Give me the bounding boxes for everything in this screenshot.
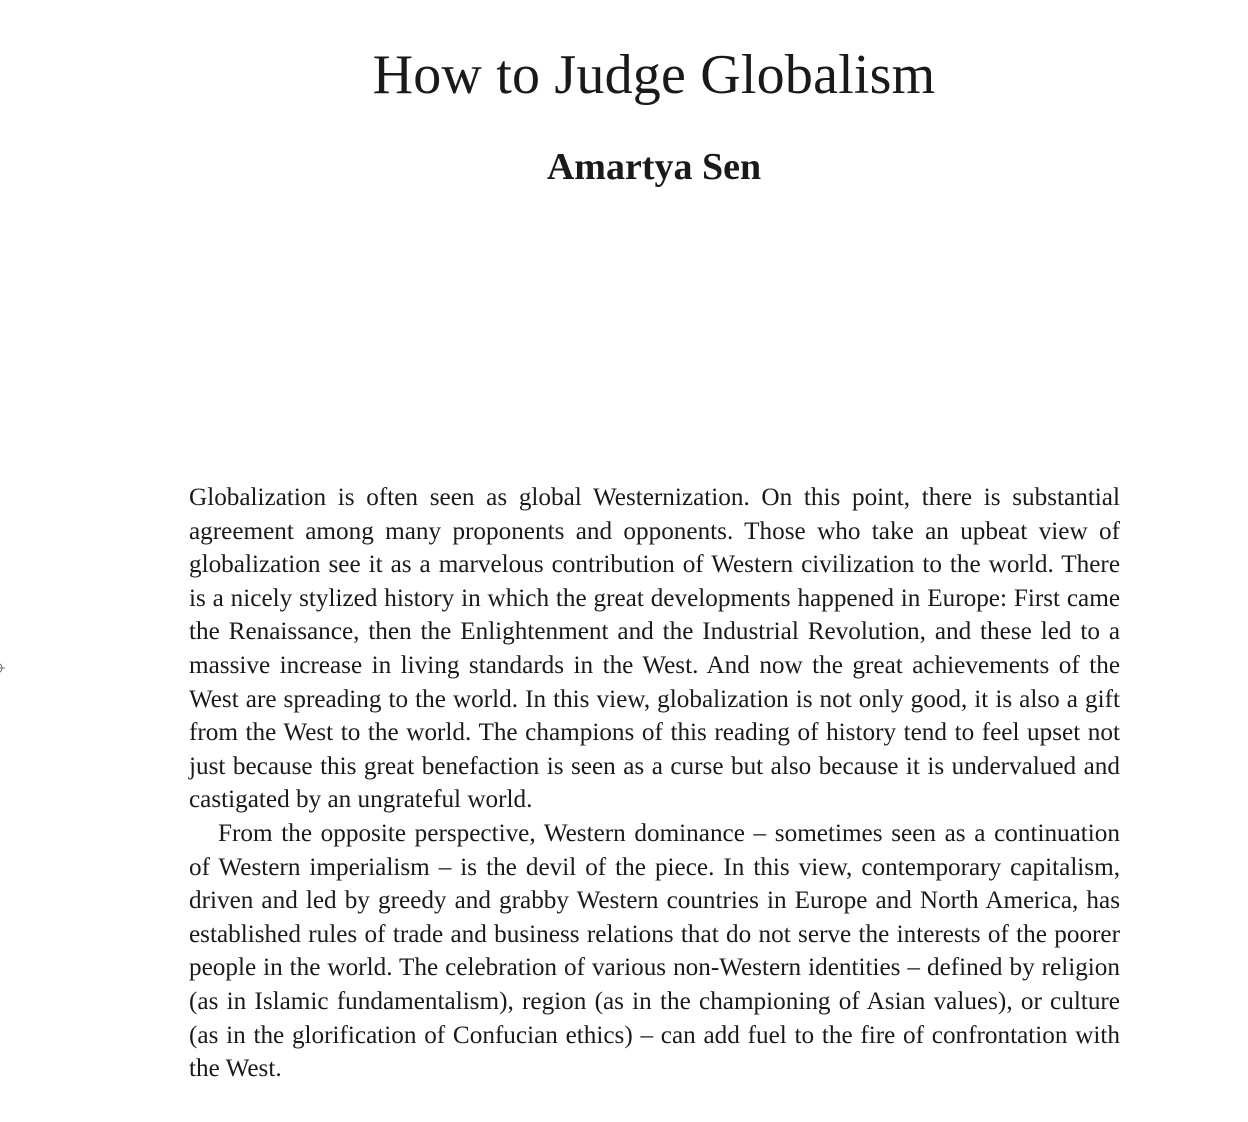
page-title: How to Judge Globalism xyxy=(372,44,936,106)
article-body xyxy=(189,481,1120,1086)
paragraph-1: Globalization is often seen as global Westernization. On this point, there is substantial agreement among many proponents and opponents. Those who take an upbeat view of globalization see it as a marvelous contribution of Western civilization to the world. There is a nicely stylized history in which the great developments happened in Europe: First came the Renaissance, then the Enlightenment and the Industrial Revolution, and these led to a massive increase in living standards in the West. And now the great achievements of the West are spreading to the world. In this view, globalization is not only good, it is also a gift from the West to the world. The champions of this reading of history tend to feel upset not just because this great benefaction is seen as a curse but also because it is undervalued and castigated by an ungrateful world. xyxy=(189,484,1120,814)
author-name: Amartya Sen xyxy=(546,146,762,188)
margin-crosshair-icon xyxy=(0,661,5,675)
paragraph-2: From the opposite perspective, Western dominance – sometimes seen as a continuation of Western imperialism – is the devil of the piece. In this view, contemporary capitalism, driven and led by greedy and grabby Western countries in Europe and North America, has established rules of trade and business relations that do not serve the interests of the poorer people in the world. The celebration of various non-Western identities – defined by religion (as in Islamic fundamentalism), region (as in the championing of Asian values), or culture (as in the glorification of Confucian ethics) – can add fuel to the fire of confrontation with the West. xyxy=(189,819,1120,1083)
